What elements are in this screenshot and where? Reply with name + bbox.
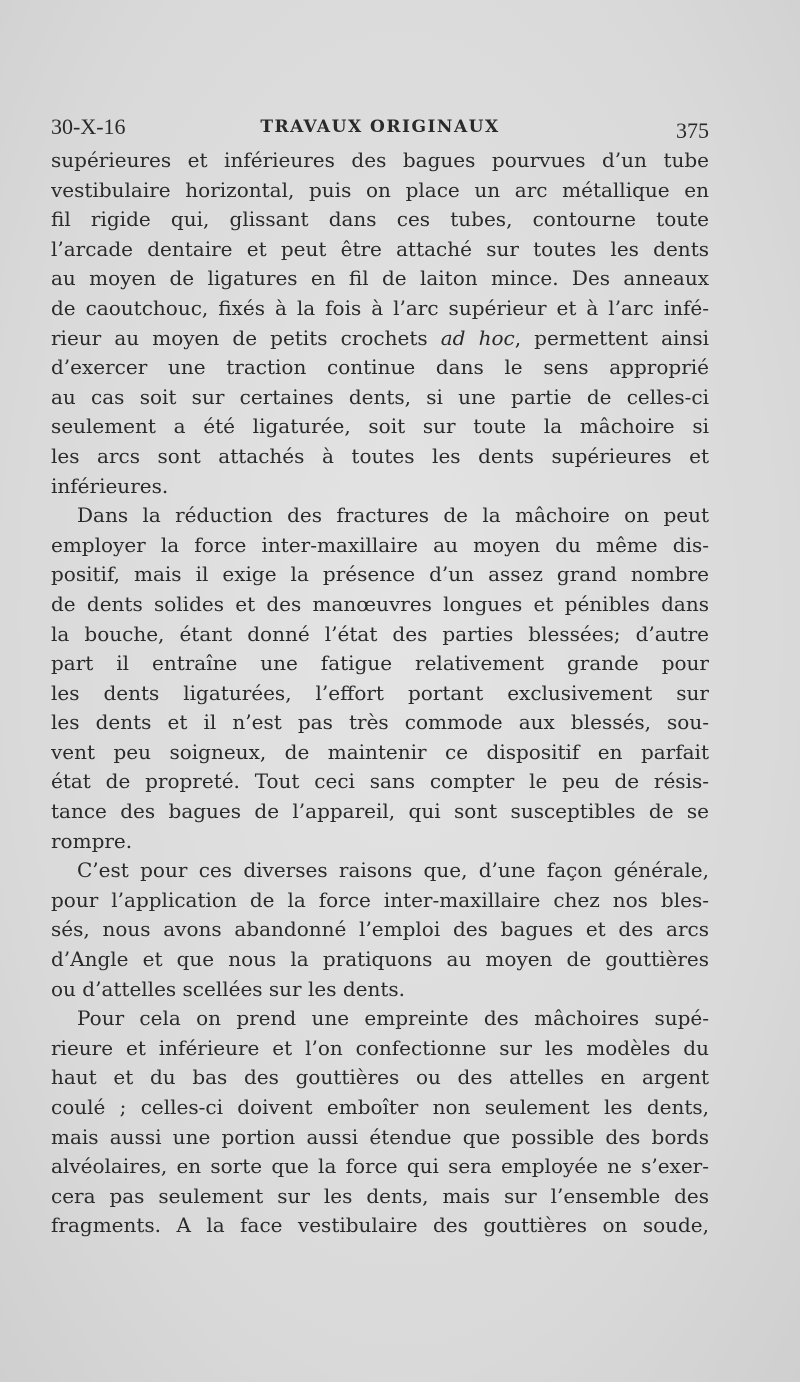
text-line: supérieures et inférieures des bagues pourvues d’un tube [51, 148, 709, 172]
text-line: fragments. A la face vestibulaire des gouttières on soude, [51, 1213, 709, 1238]
italic-phrase: ad hoc [440, 325, 515, 350]
paragraph-2 [51, 501, 709, 856]
text-line: les dents ligaturées, l’effort portant exclusivement sur [51, 680, 709, 705]
text-line: cera pas seulement sur les dents, mais sur l’ensemble des [51, 1183, 709, 1208]
paragraph-1 [51, 146, 709, 501]
text-line: état de propreté. Tout ceci sans compter le peu de résis- [51, 769, 709, 794]
text-line: alvéolaires, en sorte que la force qui sera employée ne s’exer- [51, 1154, 709, 1179]
text-line: inférieures. [51, 473, 169, 498]
text-fragment: rieur au moyen de petits crochets [51, 325, 441, 350]
text-line: ou d’attelles scellées sur les dents. [51, 976, 406, 1001]
paragraph-3 [51, 856, 709, 1004]
text-line: part il entraîne une fatigue relativement grande pour [51, 651, 709, 676]
text-line: Pour cela on prend une empreinte des mâchoires supé- [77, 1006, 709, 1031]
text-line: rompre. [51, 828, 133, 853]
text-line: les dents et il n’est pas très commode aux blessés, sou- [51, 710, 709, 735]
text-line: mais aussi une portion aussi étendue que possible des bords [51, 1124, 709, 1149]
text-line: d’exercer une traction continue dans le sens approprié [51, 355, 709, 380]
text-line: sés, nous avons abandonné l’emploi des bagues et des arcs [51, 917, 709, 942]
text-line: vent peu soigneux, de maintenir ce dispositif en parfait [51, 739, 709, 764]
header-date: 30-X-16 [51, 114, 126, 139]
text-line: positif, mais il exige la présence d’un assez grand nombre [51, 562, 709, 587]
text-line: de dents solides et des manœuvres longues et pénibles dans [51, 591, 709, 616]
text-line: C’est pour ces diverses raisons que, d’une façon générale, [77, 858, 709, 883]
text-line: tance des bagues de l’appareil, qui sont susceptibles de se [51, 799, 709, 824]
text-line: coulé ; celles-ci doivent emboîter non seulement les dents, [51, 1095, 709, 1119]
page-number: 375 [676, 118, 709, 143]
text-line: de caoutchouc, fixés à la fois à l’arc supérieur et à l’arc infé- [51, 295, 709, 320]
text-line: seulement a été ligaturée, soit sur toute la mâchoire si [51, 414, 709, 439]
text-line: employer la force inter-maxillaire au moyen du même dis- [51, 532, 709, 557]
text-line: pour l’application de la force inter-maxillaire chez nos bles- [51, 887, 709, 912]
text-line: d’Angle et que nous la pratiquons au moyen de gouttières [51, 947, 709, 972]
text-line: les arcs sont attachés à toutes les dents supérieures et [51, 443, 709, 468]
text-line: au moyen de ligatures en fil de laiton mince. Des anneaux [51, 266, 709, 291]
text-line-with-italic [51, 324, 709, 354]
text-line: au cas soit sur certaines dents, si une partie de celles-ci [51, 384, 709, 409]
text-line: l’arcade dentaire et peut être attaché sur toutes les dents [51, 236, 709, 261]
running-header [51, 112, 709, 142]
text-line: rieure et inférieure et l’on confectionne sur les modèles du [51, 1035, 709, 1060]
text-line: la bouche, étant donné l’état des parties blessées; d’autre [51, 621, 709, 646]
paragraph-4 [51, 1004, 709, 1241]
text-line: fil rigide qui, glissant dans ces tubes, contourne toute [51, 207, 709, 232]
text-line: haut et du bas des gouttières ou des attelles en argent [51, 1065, 709, 1090]
text-line: vestibulaire horizontal, puis on place un arc métallique en [51, 177, 709, 202]
header-title: TRAVAUX ORIGINAUX [260, 117, 500, 137]
body-text [51, 146, 709, 1241]
text-fragment: , permettent ainsi [514, 325, 709, 350]
text-line: Dans la réduction des fractures de la mâchoire on peut [77, 503, 709, 528]
